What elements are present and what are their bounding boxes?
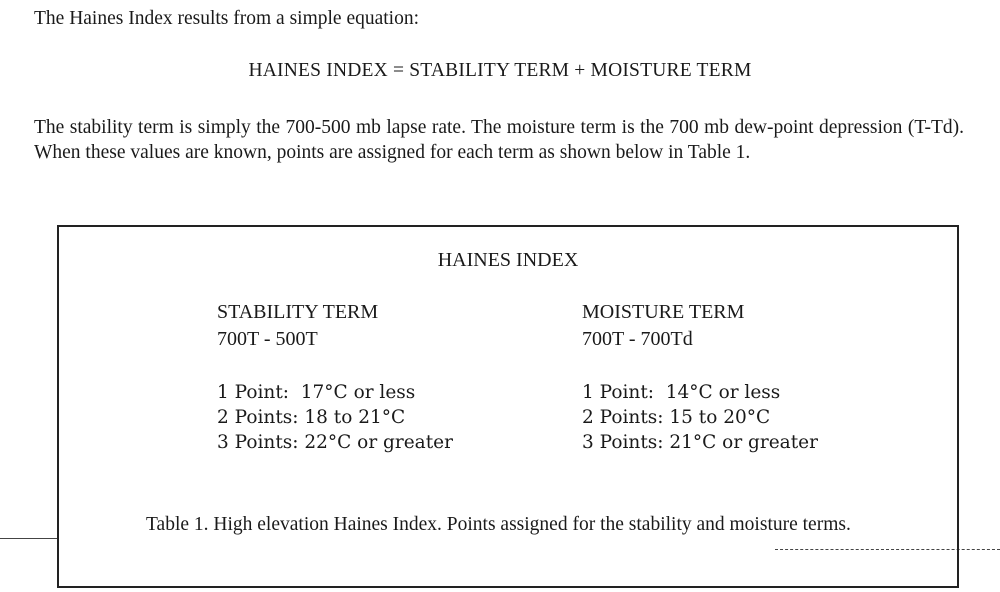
moisture-row-2: 2 Points: 15 to 20°C xyxy=(582,407,771,428)
haines-index-table xyxy=(57,225,959,588)
moisture-heading: MOISTURE TERM xyxy=(582,301,745,323)
stability-row-2: 2 Points: 18 to 21°C xyxy=(217,407,406,428)
stability-column xyxy=(217,299,453,455)
stability-subheading: 700T - 500T xyxy=(217,328,318,350)
moisture-column xyxy=(582,299,818,455)
stability-row-3: 3 Points: 22°C or greater xyxy=(217,432,453,453)
scan-line-left xyxy=(0,538,58,539)
intro-text: The Haines Index results from a simple equation: xyxy=(34,8,420,29)
moisture-row-1: 1 Point: 14°C or less xyxy=(582,382,781,403)
table-caption: Table 1. High elevation Haines Index. Points assigned for the stability and moisture terms. xyxy=(146,514,851,535)
stability-row-1: 1 Point: 17°C or less xyxy=(217,382,416,403)
moisture-row-3: 3 Points: 21°C or greater xyxy=(582,432,818,453)
moisture-subheading: 700T - 700Td xyxy=(582,328,693,350)
haines-equation: HAINES INDEX = STABILITY TERM + MOISTURE TERM xyxy=(248,60,752,81)
explanation-paragraph: The stability term is simply the 700-500 mb lapse rate. The moisture term is the 700 mb dew-point depression (T-Td). When these values are known, points are assigned for each term as shown below in Table 1. xyxy=(34,117,964,163)
stability-heading: STABILITY TERM xyxy=(217,301,379,323)
table-title: HAINES INDEX xyxy=(437,249,579,271)
